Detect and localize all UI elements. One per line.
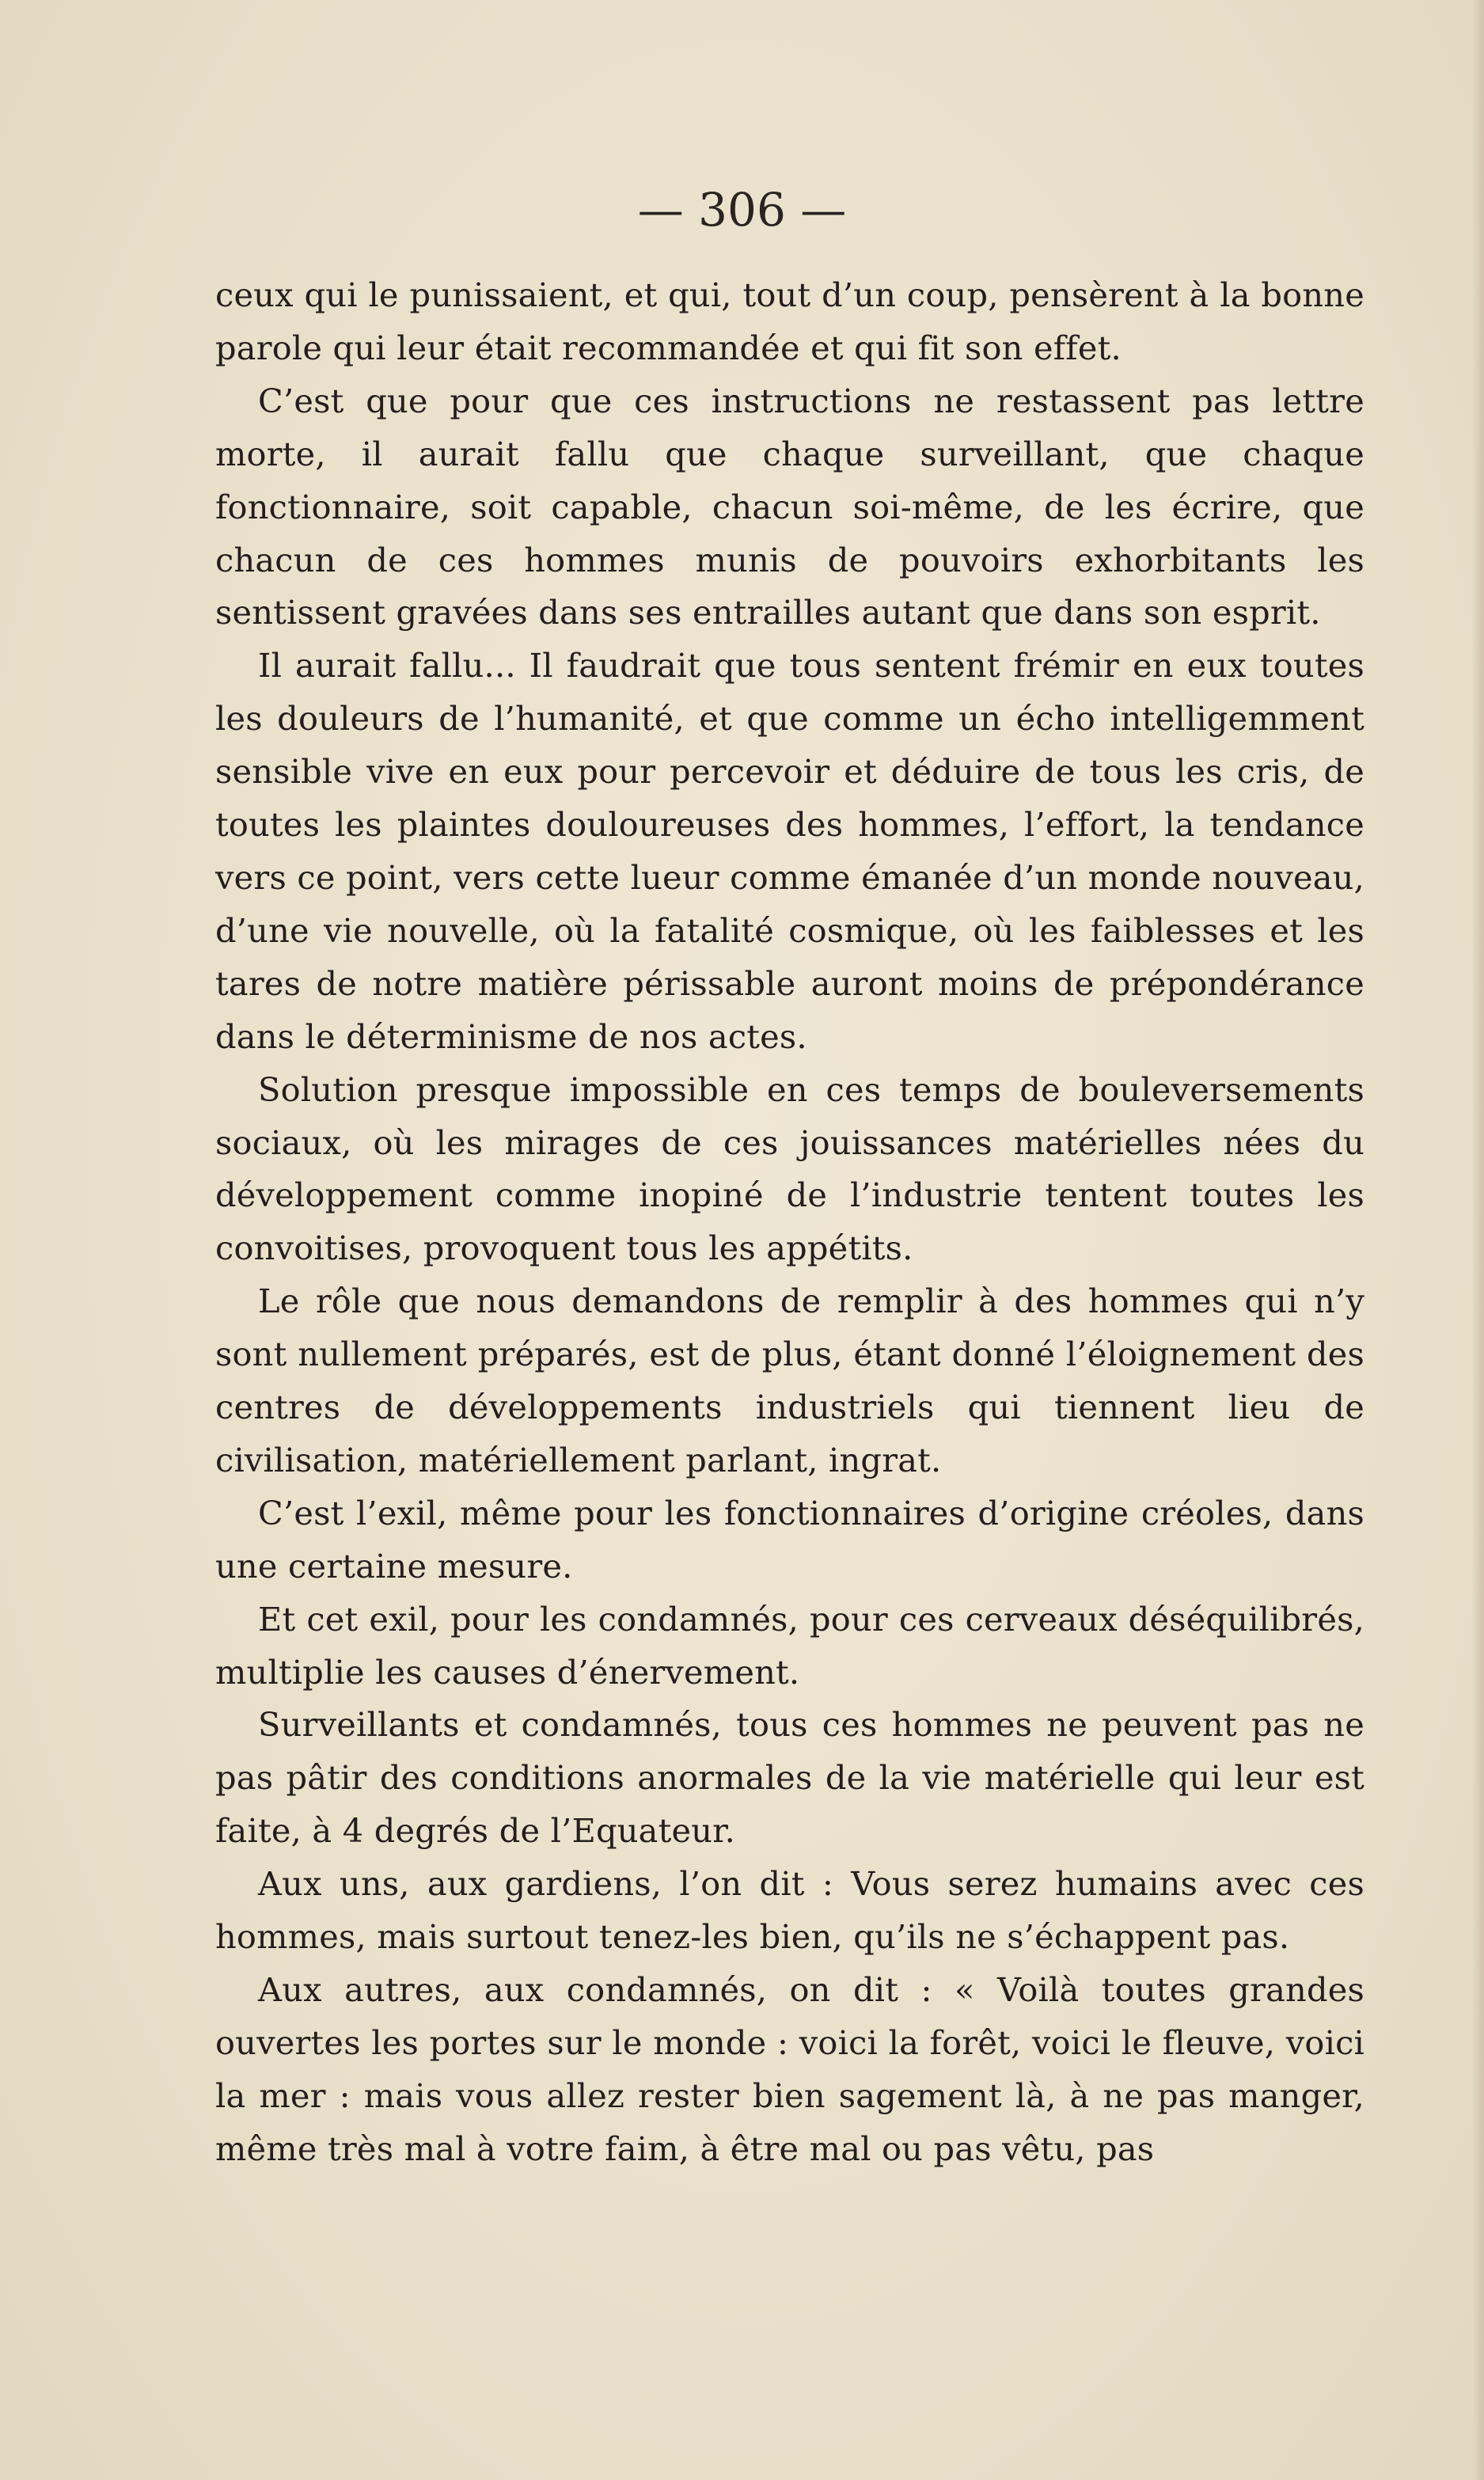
paragraph-5: Le rôle que nous demandons de remplir à des hommes qui n’y sont nullement préparés, est de plus, étant donné l’éloignement des centres de développements industriels qui tiennent lieu de civilisation, matériellement parlant, ingrat. [215,1282,1364,1479]
paragraph-3: Il aurait fallu... Il faudrait que tous sentent frémir en eux toutes les douleurs de l’humanité, et que comme un écho intelligemment sensible vive en eux pour percevoir et déduire de tous les cris, de toutes les plaintes douloureuses des hommes, l’effort, la tendance vers ce point, vers cette lueur comme émanée d’un monde nouveau, d’une vie nouvelle, où la fatalité cosmique, où les faiblesses et les tares de notre matière périssable auront moins de prépondérance dans le déterminisme de nos actes. [215,646,1364,1056]
paragraph-2: C’est que pour que ces instructions ne restassent pas lettre morte, il aurait fallu que chaque surveillant, que chaque fonctionnaire, soit capable, chacun soi-même, de les écrire, que chacun de ces hommes munis de pouvoirs exhorbitants les sentissent gravées dans ses entrailles autant que dans son esprit. [215,381,1364,632]
paragraph-1: ceux qui le punissaient, et qui, tout d’un coup, pensèrent à la bonne parole qui leur était recommandée et qui fit son effet. [215,275,1364,367]
page-number: — 306 — [637,183,847,237]
body-text [215,269,1364,2176]
paragraph-9: Aux uns, aux gardiens, l’on dit : Vous serez humains avec ces hommes, mais surtout tenez-les bien, qu’ils ne s’échappent pas. [215,1864,1364,1957]
paragraph-4: Solution presque impossible en ces temps de bouleversements sociaux, où les mirages de ces jouissances matérielles nées du développement comme inopiné de l’industrie tentent toutes les convoitises, provoquent tous les appétits. [215,1069,1364,1268]
paragraph-10: Aux autres, aux condamnés, on dit : « Voilà toutes grandes ouvertes les portes sur le monde : voici la forêt, voici le fleuve, voici la mer : mais vous allez rester bien sagement là, à ne pas manger, même très mal à votre faim, à être mal ou pas vêtu, pas [215,1970,1364,2168]
paragraph-6: C’est l’exil, même pour les fonctionnaires d’origine créoles, dans une certaine mesure. [215,1493,1364,1586]
page-edge-shadow [1473,0,1484,2480]
paragraph-8: Surveillants et condamnés, tous ces hommes ne peuvent pas ne pas pâtir des conditions anormales de la vie matérielle qui leur est faite, à 4 degrés de l’Equateur. [215,1705,1364,1851]
paragraph-7: Et cet exil, pour les condamnés, pour ces cerveaux déséquilibrés, multiplie les causes d’énervement. [215,1599,1364,1692]
